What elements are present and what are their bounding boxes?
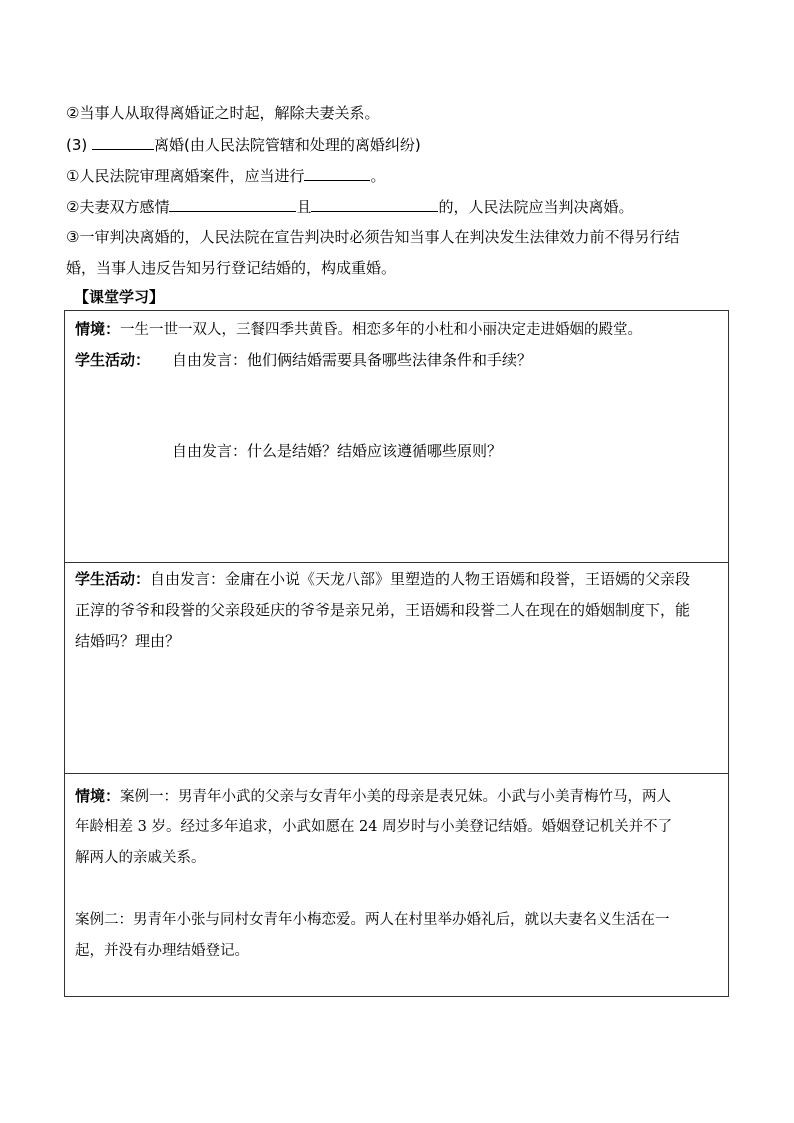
fill-blank[interactable] (169, 196, 296, 212)
intro-line-2 (66, 134, 421, 155)
intro-line-5: ③一审判决离婚的，人民法院在宣告判决时必须告知当事人在判决发生法律效力前不得另行结 (66, 228, 680, 246)
student-activity-label: 学生活动： (75, 570, 151, 588)
case2-line-1: 案例二：男青年小张与同村女青年小梅恋爱。两人在村里举办婚礼后，就以夫妻名义生活在一 (75, 912, 670, 928)
class-activity-box-2 (64, 562, 729, 774)
discussion-question-1: 自由发言：他们俩结婚需要具备哪些法律条件和手续？ (172, 351, 533, 369)
activity-text-1: 自由发言：金庸在小说《天龙八部》里塑造的人物王语嫣和段誉，王语嫣的父亲段 (150, 570, 691, 588)
intro-line-1: ②当事人从取得离婚证之时起，解除夫妻关系。 (66, 104, 380, 122)
case1-line-3: 解两人的亲戚关系。 (75, 850, 206, 866)
case1-line-2: 年龄相差 3 岁。经过多年追求，小武如愿在 24 周岁时与小美登记结婚。婚姻登记机关并不了 (75, 819, 673, 835)
case1-line-1 (75, 786, 671, 807)
fill-blank[interactable] (304, 165, 370, 181)
intro-line-2-text: 离婚(由人民法院管辖和处理的离婚纠纷) (154, 136, 421, 154)
case-study-box (64, 773, 729, 997)
scenario-row (75, 319, 642, 340)
class-activity-box-1 (64, 310, 729, 563)
student-activity-label: 学生活动： (75, 351, 151, 369)
intro-line-6: 婚，当事人违反告知另行登记结婚的，构成重婚。 (66, 259, 397, 277)
intro-line-4-mid: 且 (296, 198, 312, 216)
intro-line-3-text: ①人民法院审理离婚案件，应当进行 (66, 167, 305, 185)
fill-blank[interactable] (92, 134, 154, 150)
case1-text-1: 案例一：男青年小武的父亲与女青年小美的母亲是表兄妹。小武与小美青梅竹马，两人 (120, 789, 672, 805)
fill-blank[interactable] (311, 196, 438, 212)
intro-line-3 (66, 165, 385, 186)
case2-line-2: 起，并没有办理结婚登记。 (75, 943, 249, 959)
activity-line-2: 正淳的爷爷和段誉的父亲段延庆的爷爷是亲兄弟，王语嫣和段誉二人在现在的婚姻制度下，能 (75, 601, 691, 619)
activity-line-3: 结婚吗？理由？ (75, 632, 181, 650)
item-number: (3) (66, 136, 88, 154)
discussion-question-2: 自由发言：什么是结婚？结婚应该遵循哪些原则？ (172, 442, 503, 460)
scenario-text: 一生一世一双人，三餐四季共黄昏。相恋多年的小杜和小丽决定走进婚姻的殿堂。 (120, 322, 643, 338)
intro-line-3-end: 。 (370, 167, 386, 185)
scenario-label: 情境： (75, 320, 121, 338)
intro-line-4-end: 的，人民法院应当判决离婚。 (438, 198, 634, 216)
section-title: 【课堂学习】 (74, 288, 165, 306)
scenario-label: 情境： (75, 787, 121, 805)
activity-line-1 (75, 569, 690, 589)
intro-line-4-text: ②夫妻双方感情 (66, 198, 170, 216)
intro-line-4 (66, 196, 633, 217)
